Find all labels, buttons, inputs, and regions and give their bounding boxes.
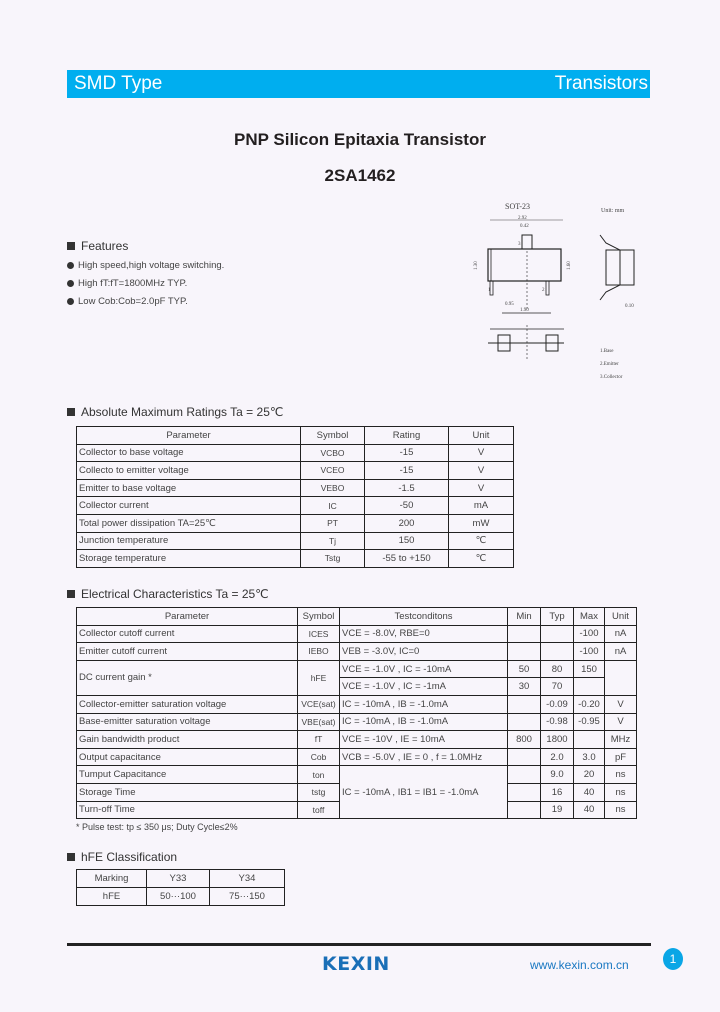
symbol-cell: Cob: [298, 748, 340, 766]
typ-cell: 16: [541, 783, 574, 801]
rating-cell: -1.5: [365, 479, 449, 497]
min-cell: [508, 801, 541, 819]
kexin-logo: KEXIN: [322, 953, 390, 975]
parameter-cell: Tumput Capacitance: [77, 766, 298, 784]
symbol-cell: VBE(sat): [298, 713, 340, 731]
table-row: [77, 532, 514, 550]
bullet-icon: [67, 298, 74, 305]
hfe-classification-table: [76, 869, 285, 906]
unit-cell: nA: [605, 643, 637, 661]
hfe-class-heading-label: hFE Classification: [81, 850, 178, 864]
symbol-cell: VCBO: [301, 444, 365, 462]
unit-cell: ℃: [449, 550, 514, 568]
pin-number: 1: [488, 288, 491, 293]
unit-label: Unit: mm: [601, 208, 625, 214]
table-row: [77, 462, 514, 480]
typ-cell: -0.09: [541, 695, 574, 713]
symbol-cell: ICES: [298, 625, 340, 643]
min-cell: 50: [508, 660, 541, 678]
column-header: Unit: [449, 427, 514, 445]
svg-text:1.60: 1.60: [567, 261, 572, 270]
symbol-cell: tstg: [298, 783, 340, 801]
parameter-cell: Gain bandwidth product: [77, 731, 298, 749]
max-cell: [574, 731, 605, 749]
elec-heading: [67, 587, 269, 601]
header-bar: [67, 70, 650, 98]
column-header: Typ: [541, 608, 574, 626]
unit-cell: ℃: [449, 532, 514, 550]
elec-heading-label: Electrical Characteristics Ta = 25℃: [81, 587, 269, 601]
feature-text: High fT:fT=1800MHz TYP.: [78, 278, 188, 289]
condition-cell: VEB = -3.0V, IC=0: [340, 643, 508, 661]
parameter-cell: Collector to base voltage: [77, 444, 301, 462]
features-heading-label: Features: [81, 239, 129, 253]
symbol-cell: fT: [298, 731, 340, 749]
typ-cell: 1800: [541, 731, 574, 749]
unit-cell: V: [449, 444, 514, 462]
column-header: Parameter: [77, 608, 298, 626]
condition-cell: VCE = -1.0V , IC = -10mA: [340, 660, 508, 678]
package-name: SOT-23: [505, 202, 531, 211]
min-cell: 30: [508, 678, 541, 696]
min-cell: [508, 783, 541, 801]
min-cell: [508, 748, 541, 766]
unit-cell: ns: [605, 783, 637, 801]
max-cell: [574, 678, 605, 696]
parameter-cell: Collector-emitter saturation voltage: [77, 695, 298, 713]
min-cell: [508, 625, 541, 643]
condition-cell: VCE = -10V , IE = 10mA: [340, 731, 508, 749]
parameter-cell: Junction temperature: [77, 532, 301, 550]
pin-number: 2: [542, 288, 545, 293]
part-number: 2SA1462: [324, 166, 396, 185]
min-cell: [508, 695, 541, 713]
parameter-cell: Turn-off Time: [77, 801, 298, 819]
symbol-cell: ton: [298, 766, 340, 784]
sot23-package-drawing: [460, 195, 660, 390]
unit-cell: V: [605, 695, 637, 713]
max-cell: -0.95: [574, 713, 605, 731]
hfe-label-cell: hFE: [77, 888, 147, 906]
table-row: [77, 713, 637, 731]
pin-label: 3.Collector: [600, 375, 623, 380]
typ-cell: 2.0: [541, 748, 574, 766]
condition-cell: IC = -10mA , IB = -1.0mA: [340, 695, 508, 713]
min-cell: 800: [508, 731, 541, 749]
symbol-cell: Tstg: [301, 550, 365, 568]
symbol-cell: Tj: [301, 532, 365, 550]
table-row: [77, 748, 637, 766]
unit-cell: V: [605, 713, 637, 731]
column-header: Max: [574, 608, 605, 626]
document-title: PNP Silicon Epitaxia Transistor: [234, 130, 486, 149]
symbol-cell: VCEO: [301, 462, 365, 480]
svg-text:0.10: 0.10: [625, 304, 634, 309]
abs-max-heading: [67, 405, 283, 419]
max-cell: 40: [574, 783, 605, 801]
feature-item: [67, 260, 224, 271]
unit-cell: pF: [605, 748, 637, 766]
unit-cell: mA: [449, 497, 514, 515]
table-row: [77, 550, 514, 568]
marking-cell: Y33: [147, 870, 210, 888]
unit-cell: V: [449, 462, 514, 480]
parameter-cell: Collector current: [77, 497, 301, 515]
condition-cell: VCE = -1.0V , IC = -1mA: [340, 678, 508, 696]
parameter-cell: Storage Time: [77, 783, 298, 801]
table-row: [77, 479, 514, 497]
pulse-test-footnote: * Pulse test: tp ≤ 350 μs; Duty Cycle≤2%: [76, 822, 238, 832]
typ-cell: 70: [541, 678, 574, 696]
max-cell: 150: [574, 660, 605, 678]
rating-cell: -55 to +150: [365, 550, 449, 568]
rating-cell: 200: [365, 514, 449, 532]
parameter-cell: Total power dissipation TA=25℃: [77, 514, 301, 532]
symbol-cell: PT: [301, 514, 365, 532]
typ-cell: 19: [541, 801, 574, 819]
typ-cell: 80: [541, 660, 574, 678]
typ-cell: -0.98: [541, 713, 574, 731]
svg-text:1.30: 1.30: [474, 261, 479, 270]
table-row: [77, 731, 637, 749]
section-square-icon: [67, 590, 75, 598]
column-header: Symbol: [301, 427, 365, 445]
condition-cell: VCE = -8.0V, RBE=0: [340, 625, 508, 643]
table-row: [77, 625, 637, 643]
column-header: Testconditons: [340, 608, 508, 626]
unit-cell: nA: [605, 625, 637, 643]
symbol-cell: hFE: [298, 660, 340, 695]
column-header: Unit: [605, 608, 637, 626]
page-number-badge: 1: [663, 948, 683, 970]
bullet-icon: [67, 280, 74, 287]
rating-cell: 150: [365, 532, 449, 550]
unit-cell: [605, 660, 637, 695]
marking-cell: Y34: [210, 870, 285, 888]
hfe-range-cell: 75···150: [210, 888, 285, 906]
symbol-cell: IEBO: [298, 643, 340, 661]
column-header: Rating: [365, 427, 449, 445]
table-header-row: [77, 427, 514, 445]
typ-cell: [541, 625, 574, 643]
feature-item: [67, 296, 188, 307]
feature-item: [67, 278, 187, 289]
rating-cell: -15: [365, 444, 449, 462]
column-header: Min: [508, 608, 541, 626]
pin-label: 2.Emitter: [600, 362, 619, 367]
column-header: Parameter: [77, 427, 301, 445]
unit-cell: ns: [605, 766, 637, 784]
column-header: Symbol: [298, 608, 340, 626]
table-row: [77, 643, 637, 661]
max-cell: -100: [574, 625, 605, 643]
max-cell: 20: [574, 766, 605, 784]
feature-text: Low Cob:Cob=2.0pF TYP.: [78, 296, 188, 307]
table-header-row: [77, 608, 637, 626]
abs-max-table: [76, 426, 514, 568]
max-cell: -100: [574, 643, 605, 661]
table-row: [77, 888, 285, 906]
symbol-cell: IC: [301, 497, 365, 515]
parameter-cell: Storage temperature: [77, 550, 301, 568]
svg-text:1.90: 1.90: [520, 308, 529, 313]
unit-cell: MHz: [605, 731, 637, 749]
svg-text:0.95: 0.95: [505, 302, 514, 307]
table-row: [77, 514, 514, 532]
table-row: [77, 497, 514, 515]
feature-text: High speed,high voltage switching.: [78, 260, 225, 271]
hfe-class-heading: [67, 850, 177, 864]
footer-divider: [67, 943, 651, 946]
section-square-icon: [67, 408, 75, 416]
min-cell: [508, 713, 541, 731]
table-row: [77, 870, 285, 888]
condition-cell: IC = -10mA , IB = -1.0mA: [340, 713, 508, 731]
pin-number: 3: [518, 242, 521, 247]
svg-text:0.42: 0.42: [520, 224, 529, 229]
header-transistors: Transistors: [554, 73, 648, 94]
table-row: [77, 444, 514, 462]
max-cell: 40: [574, 801, 605, 819]
svg-text:2.92: 2.92: [518, 216, 527, 221]
unit-cell: mW: [449, 514, 514, 532]
bullet-icon: [67, 262, 74, 269]
rating-cell: -50: [365, 497, 449, 515]
marking-label-cell: Marking: [77, 870, 147, 888]
features-heading: [67, 239, 128, 253]
section-square-icon: [67, 853, 75, 861]
website-link[interactable]: www.kexin.com.cn: [530, 958, 629, 972]
rating-cell: -15: [365, 462, 449, 480]
unit-cell: ns: [605, 801, 637, 819]
condition-cell: VCB = -5.0V , IE = 0 , f = 1.0MHz: [340, 748, 508, 766]
symbol-cell: toff: [298, 801, 340, 819]
min-cell: [508, 766, 541, 784]
hfe-range-cell: 50···100: [147, 888, 210, 906]
section-square-icon: [67, 242, 75, 250]
max-cell: 3.0: [574, 748, 605, 766]
table-row: [77, 660, 637, 678]
condition-cell: IC = -10mA , IB1 = IB1 = -1.0mA: [340, 766, 508, 819]
header-smd-type: SMD Type: [74, 73, 163, 94]
parameter-cell: Emitter cutoff current: [77, 643, 298, 661]
parameter-cell: Emitter to base voltage: [77, 479, 301, 497]
parameter-cell: Collecto to emitter voltage: [77, 462, 301, 480]
table-row: [77, 766, 637, 784]
typ-cell: [541, 643, 574, 661]
abs-max-heading-label: Absolute Maximum Ratings Ta = 25℃: [81, 405, 284, 419]
parameter-cell: Base-emitter saturation voltage: [77, 713, 298, 731]
symbol-cell: VCE(sat): [298, 695, 340, 713]
parameter-cell: Collector cutoff current: [77, 625, 298, 643]
table-row: [77, 695, 637, 713]
symbol-cell: VEBO: [301, 479, 365, 497]
unit-cell: V: [449, 479, 514, 497]
parameter-cell: DC current gain *: [77, 660, 298, 695]
electrical-characteristics-table: [76, 607, 637, 819]
max-cell: -0.20: [574, 695, 605, 713]
min-cell: [508, 643, 541, 661]
parameter-cell: Output capacitance: [77, 748, 298, 766]
pin-label: 1.Base: [600, 349, 614, 354]
typ-cell: 9.0: [541, 766, 574, 784]
